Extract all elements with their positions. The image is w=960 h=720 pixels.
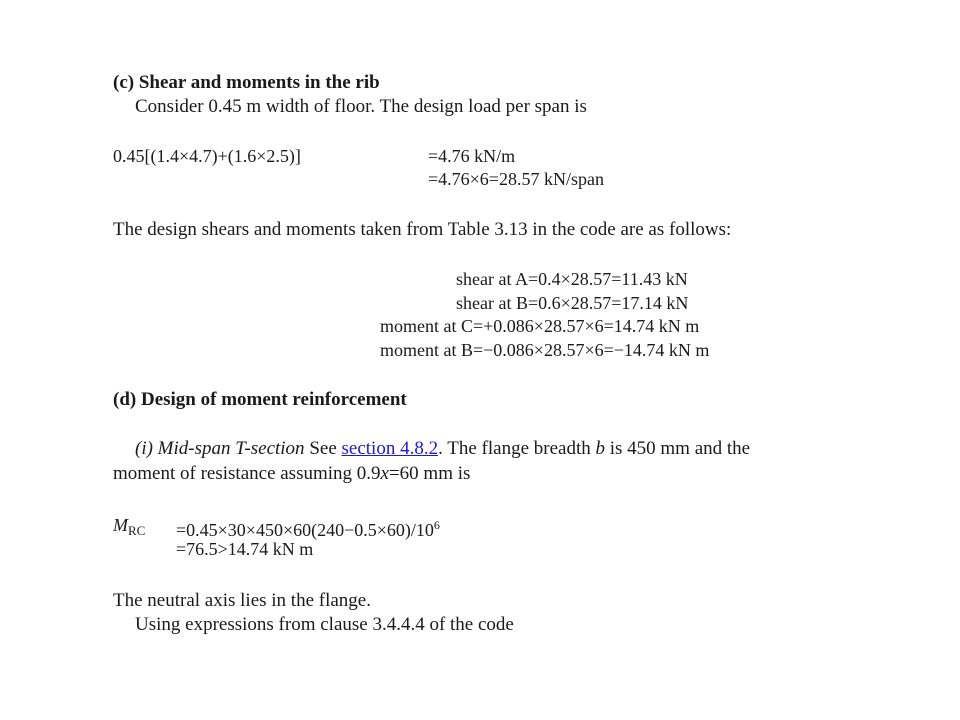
neutral-axis-text: The neutral axis lies in the flange. <box>113 590 371 611</box>
load-result-2: =4.76×6=28.57 kN/span <box>428 169 604 189</box>
section-c-heading: (c) Shear and moments in the rib <box>113 72 380 93</box>
mrc-equation-line-2: =76.5>14.74 kN m <box>176 539 314 559</box>
result-moment-c: moment at C=+0.086×28.57×6=14.74 kN m <box>380 316 700 336</box>
result-shear-b: shear at B=0.6×28.57=17.14 kN <box>456 293 689 313</box>
section-c-intro: Consider 0.45 m width of floor. The design load per span is <box>135 96 587 117</box>
mrc-exponent: 6 <box>433 518 440 532</box>
shears-intro: The design shears and moments taken from Table 3.13 in the code are as follows: <box>113 219 732 240</box>
result-shear-a: shear at A=0.4×28.57=11.43 kN <box>456 269 688 289</box>
paragraph-rest-1: . The flange breadth <box>438 438 591 459</box>
mrc-label <box>113 514 145 542</box>
paragraph-label: (i) Mid-span T-section <box>135 438 305 459</box>
paragraph-line2-a: moment of resistance assuming 0.9 <box>113 463 381 484</box>
x-symbol: x <box>380 463 389 484</box>
expressions-text: Using expressions from clause 3.4.4.4 of the code <box>135 614 514 635</box>
load-expression: 0.45[(1.4×4.7)+(1.6×2.5)] <box>113 146 301 166</box>
paragraph-see: See <box>309 438 337 459</box>
mrc-equation-line-1 <box>176 514 440 541</box>
flange-breadth-symbol: b <box>595 438 605 459</box>
mrc-symbol: M <box>113 515 128 535</box>
load-result-1: =4.76 kN/m <box>428 146 516 166</box>
paragraph-line2-b: =60 mm is <box>388 463 471 484</box>
mrc-line-1: =0.45×30×450×60(240−0.5×60)/10 <box>176 520 434 540</box>
mrc-subscript: RC <box>128 523 146 538</box>
paragraph-line-2 <box>113 463 470 485</box>
paragraph-rest-2: is 450 mm and the <box>609 438 751 459</box>
section-link[interactable]: section 4.8.2 <box>341 438 439 459</box>
result-moment-b: moment at B=−0.086×28.57×6=−14.74 kN m <box>380 340 710 360</box>
paragraph-line-1 <box>135 438 750 460</box>
section-d-heading: (d) Design of moment reinforcement <box>113 389 407 410</box>
